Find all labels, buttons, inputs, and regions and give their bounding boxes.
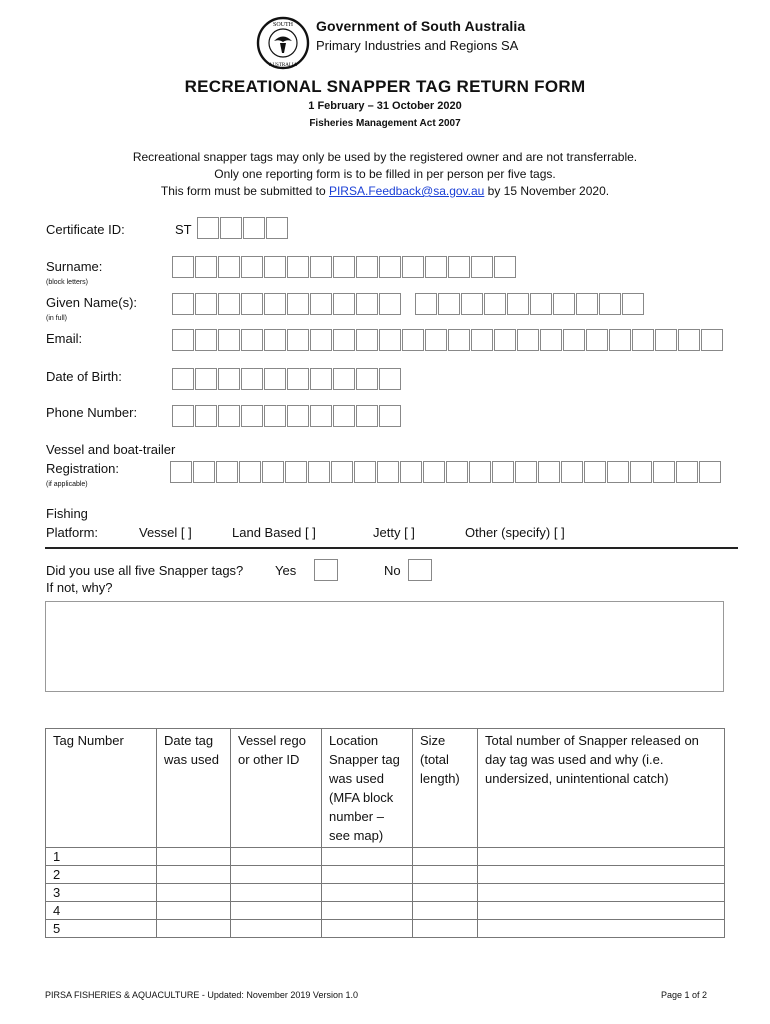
header-vessel-rego: Vessel rego or other ID [231,729,322,848]
yes-checkbox[interactable] [314,559,338,581]
dob-boxes[interactable] [172,368,402,390]
no-label: No [384,563,401,578]
vessel-label-line-1: Vessel and boat-trailer [46,442,176,457]
platform-label-line-2: Platform: [46,525,99,540]
tag-number-cell: 3 [46,884,157,902]
tag-return-table [45,728,725,938]
size-cell[interactable] [413,902,478,920]
vessel-cell[interactable] [231,848,322,866]
surname-label: Surname: [46,259,103,274]
intro-line-3 [0,184,770,198]
section-divider [45,547,738,549]
given-name-2-boxes[interactable] [415,293,645,315]
email-boxes[interactable] [172,329,724,351]
certificate-id-boxes[interactable] [197,217,289,239]
surname-hint: (block letters) [46,279,89,286]
platform-option-jetty[interactable]: Jetty [ ] [373,525,415,540]
size-cell[interactable] [413,848,478,866]
department-name: Primary Industries and Regions SA [316,38,519,53]
intro-line-3-pre: This form must be submitted to [160,184,329,198]
yes-label: Yes [275,563,297,578]
location-cell[interactable] [322,902,413,920]
given-name-1-boxes[interactable] [172,293,402,315]
date-cell[interactable] [157,902,231,920]
date-cell[interactable] [157,920,231,938]
size-cell[interactable] [413,884,478,902]
page-number: Page 1 of 2 [660,990,707,1000]
why-label: If not, why? [46,580,113,595]
date-cell[interactable] [157,866,231,884]
tag-number-cell: 5 [46,920,157,938]
why-textarea[interactable] [45,601,724,692]
location-cell[interactable] [322,920,413,938]
table-row [46,848,725,866]
location-cell[interactable] [322,866,413,884]
tags-used-question: Did you use all five Snapper tags? [46,563,244,578]
seal-top-text: SOUTH [272,22,294,28]
vessel-cell[interactable] [231,866,322,884]
form-title: RECREATIONAL SNAPPER TAG RETURN FORM [184,77,586,96]
surname-boxes[interactable] [172,256,517,278]
intro-line-1: Recreational snapper tags may only be used by the registered owner and are not transferrable. [132,150,638,164]
table-row [46,884,725,902]
given-names-hint: (in full) [46,315,68,322]
vessel-cell[interactable] [231,902,322,920]
released-cell[interactable] [478,902,725,920]
table-row [46,902,725,920]
vessel-cell[interactable] [231,884,322,902]
footer-left: PIRSA FISHERIES & AQUACULTURE - Updated: November 2019 Version 1.0 [45,990,358,1000]
gov-name: Government of South Australia [316,18,526,34]
date-cell[interactable] [157,848,231,866]
certificate-prefix: ST [175,222,192,237]
released-cell[interactable] [478,866,725,884]
form-act: Fisheries Management Act 2007 [309,118,461,129]
sa-government-seal [256,16,310,70]
size-cell[interactable] [413,920,478,938]
location-cell[interactable] [322,848,413,866]
table-header-row [46,729,725,848]
vessel-registration-boxes[interactable] [170,461,722,483]
released-cell[interactable] [478,884,725,902]
location-cell[interactable] [322,884,413,902]
size-cell[interactable] [413,866,478,884]
form-period: 1 February – 31 October 2020 [308,100,462,112]
seal-bottom-text: AUSTRALIA [268,63,298,68]
given-names-label: Given Name(s): [46,295,138,310]
tag-number-cell: 2 [46,866,157,884]
table-row [46,866,725,884]
phone-boxes[interactable] [172,405,402,427]
table-row [46,920,725,938]
intro-line-2: Only one reporting form is to be filled in per person per five tags. [214,167,556,181]
header-date-used: Date tag was used [157,729,231,848]
platform-option-land-based[interactable]: Land Based [ ] [232,525,316,540]
header-size: Size (total length) [413,729,478,848]
released-cell[interactable] [478,848,725,866]
platform-option-other[interactable]: Other (specify) [ ] [465,525,565,540]
vessel-cell[interactable] [231,920,322,938]
platform-label-line-1: Fishing [46,506,88,521]
tag-number-cell: 1 [46,848,157,866]
certificate-label: Certificate ID: [46,222,125,237]
phone-label: Phone Number: [46,405,138,420]
tag-number-cell: 4 [46,902,157,920]
dob-label: Date of Birth: [46,369,122,384]
vessel-label-line-2: Registration: [46,461,119,476]
email-label: Email: [46,331,83,346]
header-tag-number: Tag Number [46,729,157,848]
date-cell[interactable] [157,884,231,902]
vessel-hint: (if applicable) [46,481,88,488]
intro-line-3-post: by 15 November 2020. [484,184,610,198]
header-location: Location Snapper tag was used (MFA block number – see map) [322,729,413,848]
platform-option-vessel[interactable]: Vessel [ ] [139,525,192,540]
header-total-released: Total number of Snapper released on day tag was used and why (i.e. undersized, unintentional catch) [478,729,725,848]
released-cell[interactable] [478,920,725,938]
email-link[interactable]: PIRSA.Feedback@sa.gov.au [328,184,485,198]
no-checkbox[interactable] [408,559,432,581]
